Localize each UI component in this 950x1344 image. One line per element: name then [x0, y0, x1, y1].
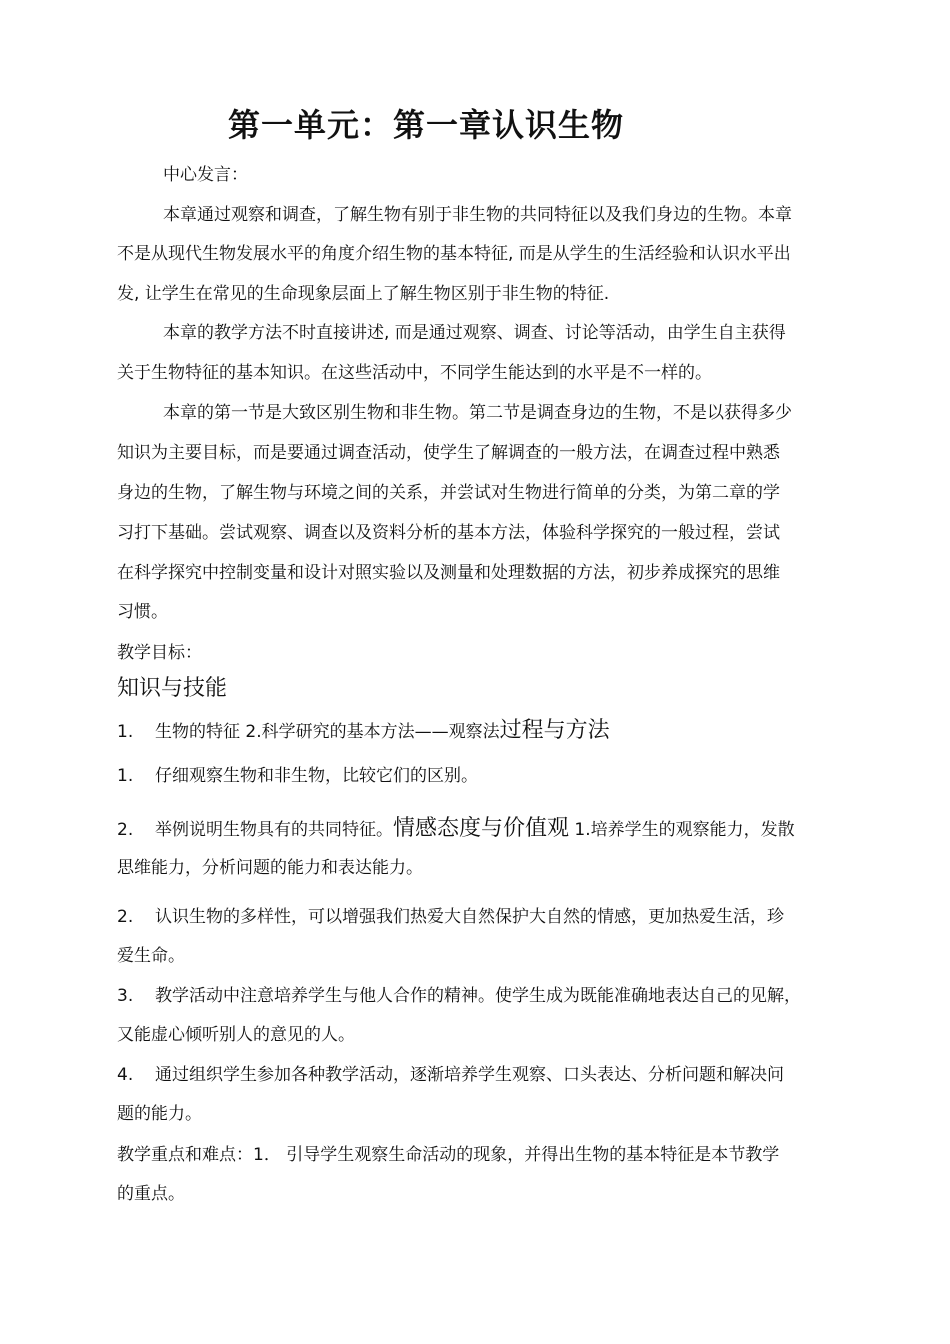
process-item-2 — [117, 818, 795, 841]
item-number: 2. — [117, 907, 134, 927]
process-item-1 — [117, 765, 478, 787]
item-number: 3. — [117, 986, 134, 1006]
attitude-item-2 — [117, 906, 784, 928]
attitude-item-3-cont: 又能虚心倾听别人的意见的人。 — [117, 1025, 355, 1045]
para3-line-6: 习惯。 — [117, 602, 168, 622]
knowledge-item-1 — [117, 720, 610, 743]
item-number: 1. — [117, 722, 134, 742]
item-tail: 1.培养学生的观察能力，发散 — [569, 820, 795, 840]
item-text: 通过组织学生参加各种教学活动，逐渐培养学生观察、口头表达、分析问题和解决问 — [155, 1065, 784, 1085]
objectives-heading: 教学目标： — [117, 643, 202, 663]
para3-line-1: 本章的第一节是大致区别生物和非生物。第二节是调查身边的生物，不是以获得多少 — [163, 403, 792, 423]
para3-line-5: 在科学探究中控制变量和设计对照实验以及测量和处理数据的方法，初步养成探究的思维 — [117, 563, 780, 583]
item-text: 仔细观察生物和非生物，比较它们的区别。 — [155, 766, 478, 786]
para3-line-4: 习打下基础。尝试观察、调查以及资料分析的基本方法，体验科学探究的一般过程，尝试 — [117, 523, 780, 543]
item-number: 1. — [117, 766, 134, 786]
para2-line-2: 关于生物特征的基本知识。在这些活动中，不同学生能达到的水平是不一样的。 — [117, 363, 712, 383]
para2-line-1: 本章的教学方法不时直接讲述, 而是通过观察、调查、讨论等活动，由学生自主获得 — [163, 323, 786, 343]
item-number: 4. — [117, 1065, 134, 1085]
attitude-item-2-cont: 爱生命。 — [117, 946, 185, 966]
keypoints-line-2: 的重点。 — [117, 1184, 185, 1204]
item-number: 2. — [117, 820, 134, 840]
process-item-2-cont: 思维能力，分析问题的能力和表达能力。 — [117, 858, 423, 878]
attitude-item-4-cont: 题的能力。 — [117, 1104, 202, 1124]
item-text: 举例说明生物具有的共同特征。 — [155, 820, 393, 840]
attitude-item-4 — [117, 1064, 784, 1086]
attitude-heading: 情感态度与价值观 — [393, 816, 570, 841]
para1-line-1: 本章通过观察和调查，了解生物有别于非生物的共同特征以及我们身边的生物。本章 — [163, 205, 792, 225]
knowledge-heading: 知识与技能 — [117, 676, 228, 701]
para1-line-3: 发, 让学生在常见的生命现象层面上了解生物区别于非生物的特征. — [117, 284, 610, 304]
para3-line-2: 知识为主要目标，而是要通过调查活动，使学生了解调查的一般方法，在调查过程中熟悉 — [117, 443, 780, 463]
page-title: 第一单元：第一章认识生物 — [228, 106, 625, 144]
para3-line-3: 身边的生物，了解生物与环境之间的关系，并尝试对生物进行简单的分类，为第二章的学 — [117, 483, 780, 503]
item-text: 生物的特征 2.科学研究的基本方法——观察法 — [155, 722, 500, 742]
item-text: 认识生物的多样性，可以增强我们热爱大自然保护大自然的情感，更加热爱生活，珍 — [155, 907, 784, 927]
process-heading: 过程与方法 — [499, 718, 610, 743]
item-text: 教学活动中注意培养学生与他人合作的精神。使学生成为既能准确地表达自己的见解， — [155, 986, 801, 1006]
attitude-item-3 — [117, 985, 801, 1007]
intro-heading: 中心发言： — [163, 165, 248, 185]
keypoints-line-1: 教学重点和难点：1． 引导学生观察生命活动的现象，并得出生物的基本特征是本节教学 — [117, 1145, 780, 1165]
para1-line-2: 不是从现代生物发展水平的角度介绍生物的基本特征, 而是从学生的生活经验和认识水平出 — [117, 244, 791, 264]
